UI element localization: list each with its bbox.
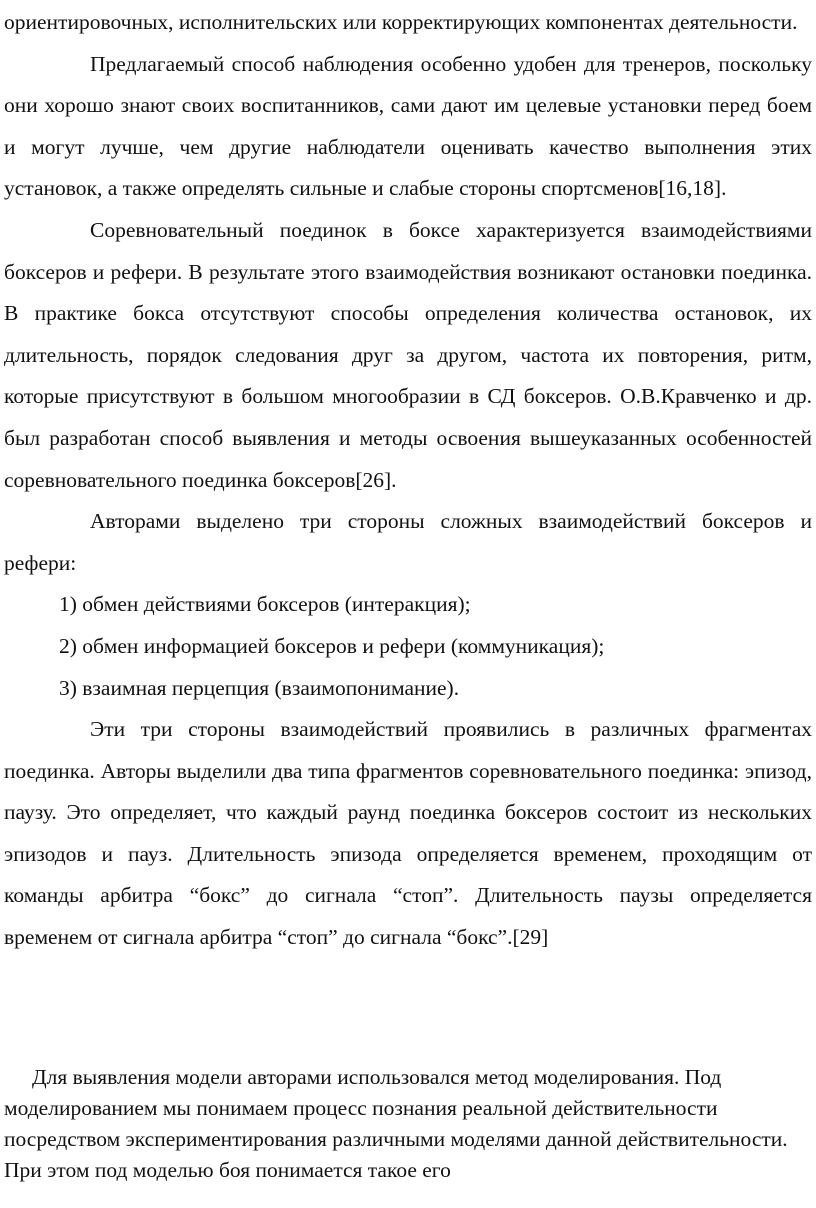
paragraph-modeling: Для выявления модели авторами использовался метод моделирования. Под моделированием мы понимаем процесс познания реальной действительности посредством экспериментирования различными моделями данной действительности. При этом под моделью боя понимается такое его — [4, 1065, 788, 1182]
paragraph-fragments: Эти три стороны взаимодействий проявились в различных фрагментах поединка. Авторы выделили два типа фрагментов соревновательного поединка: эпизод, паузу. Это определяет, что каждый раунд поединка боксеров состоит из нескольких эпизодов и пауз. Длительность эпизода определяется временем, проходящим от команды арбитра “бокс” до сигнала “стоп”. Длительность паузы определяется временем от сигнала арбитра “стоп” до сигнала “бокс”.[29] — [4, 717, 812, 950]
paragraph-continuation: ориентировочных, исполнительских или корректирующих компонентах деятельности. — [4, 10, 798, 34]
tail-text-block — [4, 1062, 812, 1186]
list-item-interaction: 1) обмен действиями боксеров (интеракция); — [59, 592, 471, 617]
paragraph-competitive-bout: Соревновательный поединок в боксе характеризуется взаимодействиями боксеров и рефери. В результате этого взаимодействия возникают остановки поединка. В практике бокса отсутствуют способы определения количества остановок, их длительность, порядок следования друг за другом, частота их повторения, ритм, которые присутствуют в большом многообразии в СД боксеров. О.В.Кравченко и др. был разработан способ выявления и методы освоения вышеуказанных особенностей соревновательного поединка боксеров[26]. — [4, 217, 812, 492]
paragraph-three-sides: Авторами выделено три стороны сложных взаимодействий боксеров и рефери: — [4, 509, 812, 575]
list-item-perception: 3) взаимная перцепция (взаимопонимание). — [59, 675, 460, 700]
list-item-communication: 2) обмен информацией боксеров и рефери (коммуникация); — [59, 633, 605, 658]
paragraph-observation-method: Предлагаемый способ наблюдения особенно удобен для тренеров, поскольку они хорошо знают своих воспитанников, сами дают им целевые установки перед боем и могут лучше, чем другие наблюдатели оценивать качество выполнения этих установок, а также определять сильные и слабые стороны спортсменов[16,18]. — [4, 51, 812, 201]
main-text-block — [4, 2, 812, 959]
